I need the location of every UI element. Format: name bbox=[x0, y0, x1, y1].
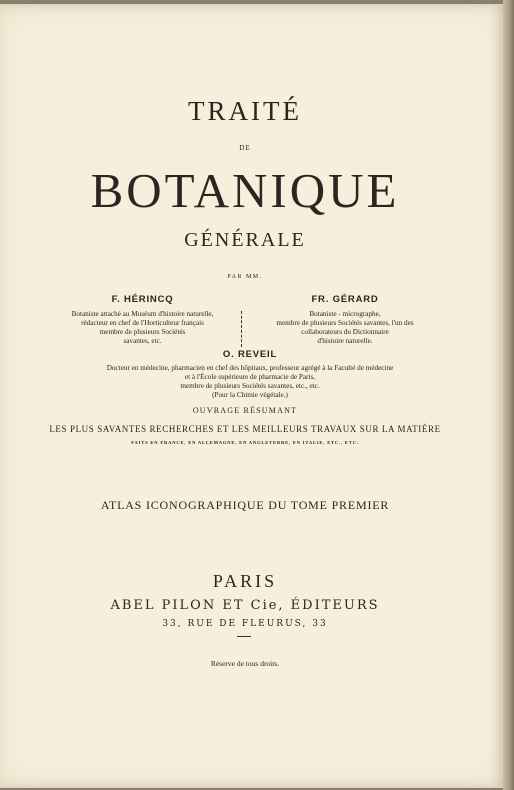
author-name: O. REVEIL bbox=[222, 349, 278, 360]
atlas-title: ATLAS ICONOGRAPHIQUE DU TOME PREMIER bbox=[100, 498, 390, 512]
ouvrage-resumant: OUVRAGE RÉSUMANT bbox=[192, 406, 298, 415]
countries-line: FAITS EN FRANCE, EN ALLEMAGNE, EN ANGLETERRE, EN ITALIE, ETC., ETC. bbox=[131, 440, 359, 445]
rights-reserved: Réserve de tous droits. bbox=[210, 659, 280, 668]
imprint-address: 33, RUE DE FLEURUS, 33 bbox=[162, 619, 328, 629]
imprint-city: PARIS bbox=[212, 571, 278, 591]
page-edge bbox=[503, 0, 514, 790]
title-botanique: BOTANIQUE bbox=[90, 163, 400, 218]
author-name: F. HÉRINCQ bbox=[111, 294, 174, 305]
subtitle-recherches: LES PLUS SAVANTES RECHERCHES ET LES MEILLEURS TRAVAUX SUR LA MATIÈRE bbox=[49, 424, 441, 434]
author-description: Docteur en médecine, pharmacien en chef des hôpitaux, professeur agrégé à la Faculté de médecine et à l'École supérieure de pharmacie de Paris, membre de plusieurs Sociétés savantes, etc., etc. (Pour la Chimie végétale.) bbox=[106, 364, 394, 399]
author-divider bbox=[241, 311, 242, 347]
short-rule bbox=[237, 636, 251, 637]
author-gerard bbox=[250, 294, 440, 346]
author-name: FR. GÉRARD bbox=[311, 294, 379, 305]
author-description: Botaniste - micrographe, membre de plusieurs Sociétés savantes, l'un des collaborateurs du Dictionnaire d'histoire naturelle. bbox=[276, 310, 414, 345]
title-generale: GÉNÉRALE bbox=[184, 229, 306, 251]
author-herincq bbox=[50, 294, 235, 346]
author-description: Botaniste attaché au Muséum d'histoire naturelle, rédacteur en chef de l'Horticulteur français membre de plusieurs Sociétés savantes, etc. bbox=[71, 310, 214, 345]
author-reveil bbox=[40, 349, 460, 400]
title-page bbox=[0, 4, 505, 788]
par-mm: PAR MM. bbox=[227, 274, 263, 280]
imprint-publisher: ABEL PILON ET Cie, ÉDITEURS bbox=[110, 598, 380, 613]
title-de: DE bbox=[239, 144, 251, 152]
title-traite: TRAITÉ bbox=[188, 96, 302, 126]
